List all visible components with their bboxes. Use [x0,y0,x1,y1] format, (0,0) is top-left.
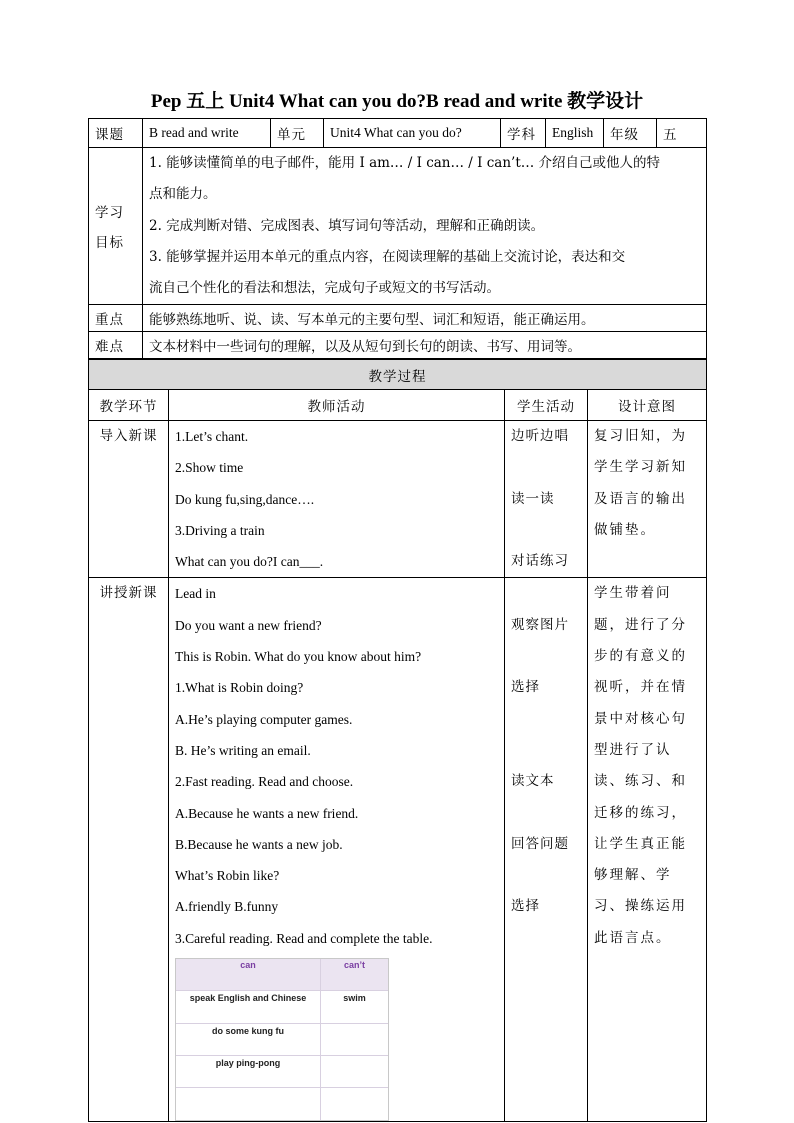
mini-cell [321,1056,388,1087]
objectives-label [89,148,143,305]
teacher-line: A.He’s playing computer games. [175,711,353,727]
info-table [88,118,707,359]
teacher-line: 3.Driving a train [175,522,265,538]
mini-cell: swim [343,993,366,1004]
objective-line: 流自己个性化的看法和想法，完成句子或短文的书写活动。 [149,280,500,297]
student-line [511,860,581,891]
header-teacher: 教师活动 [169,390,505,421]
teacher-line: What can you do?I can___. [175,554,324,570]
mini-cell-empty [176,1088,321,1119]
subject-label: 学科 [501,119,546,148]
objectives-text [143,148,707,305]
teacher-line: B.Because he wants a new job. [175,836,343,852]
student-line: 对话练习 [511,553,569,570]
objectives-label-line-2: 目标 [95,235,124,252]
student-activity-cell [505,421,588,578]
student-line: 读文本 [511,773,555,790]
teacher-line: This is Robin. What do you know about him? [175,649,422,665]
teacher-line: 1.What is Robin doing? [175,680,304,696]
teacher-line: 2.Show time [175,460,244,476]
header-student: 学生活动 [505,390,588,421]
teacher-line: Do kung fu,sing,dance…. [175,491,315,507]
topic-label: 课题 [89,119,143,148]
subject-value: English [546,119,604,148]
teacher-activity-cell [169,421,505,578]
teacher-activity-cell [169,578,505,1121]
student-line [511,798,581,829]
student-line: 选择 [511,898,540,915]
mini-table-row [176,990,388,1022]
student-line [511,704,581,735]
student-line: 读一读 [511,490,555,507]
key-points-text: 能够熟练地听、说、读、写本单元的主要句型、词汇和短语，能正确运用。 [143,305,707,332]
objective-line: 1. 能够读懂简单的电子邮件，能用 I am… / I can… / I can’t… 介绍自己或他人的特 [149,155,661,171]
difficult-points-label: 难点 [89,332,143,359]
student-line [511,641,581,672]
mini-table-row [176,1023,388,1055]
teacher-line: A.friendly B.funny [175,899,279,915]
mini-table-row-empty [176,1087,388,1119]
section-title: 教学过程 [89,360,707,390]
teacher-line: What’s Robin like? [175,868,280,884]
grade-value: 五 [657,119,707,148]
student-line [511,735,581,766]
unit-label: 单元 [271,119,324,148]
teacher-line: A.Because he wants a new friend. [175,805,359,821]
page-title: Pep 五上 Unit4 What can you do?B read and write 教学设计 [150,91,644,112]
student-line [511,578,581,609]
unit-value: Unit4 What can you do? [324,119,501,148]
grade-label: 年级 [604,119,657,148]
mini-cell-empty [321,1088,388,1119]
mini-header-cant: can’t [343,960,365,971]
stage-name: 导入新课 [99,428,158,444]
header-stage: 教学环节 [89,390,169,421]
mini-cell: speak English and Chinese [176,991,321,1022]
stage-cell [89,578,169,1121]
student-line: 边听边唱 [511,428,569,444]
stage-cell [89,421,169,578]
design-purpose-cell: 学生带着问题，进行了分步的有意义的视听，并在情景中对核心句型进行了认读、练习、和迁移的练习，让学生真正能够理解、学习、操练运用此语言点。 [588,578,707,1121]
mini-cell: play ping-pong [176,1056,321,1087]
student-line: 观察图片 [511,616,569,633]
header-purpose: 设计意图 [588,390,707,421]
topic-value: B read and write [143,119,271,148]
design-purpose-cell: 复习旧知，为学生学习新知及语言的输出做铺垫。 [588,421,707,578]
objective-line: 3. 能够掌握并运用本单元的重点内容，在阅读理解的基础上交流讨论，表达和交 [149,248,626,265]
can-cant-table-image [175,958,389,1120]
teacher-line: B. He’s writing an email. [175,742,311,758]
process-table [88,359,707,1122]
mini-cell [321,1024,388,1055]
teacher-line: 3.Careful reading. Read and complete the table. [175,930,433,946]
stage-name: 讲授新课 [99,585,158,602]
mini-header-can: can [176,959,321,990]
teacher-line: 2.Fast reading. Read and choose. [175,774,354,790]
objective-line: 2. 完成判断对错、完成图表、填写词句等活动，理解和正确朗读。 [149,217,545,234]
teacher-line: 1.Let’s chant. [175,429,249,444]
mini-table-row [176,1055,388,1087]
objectives-label-line-1: 学习 [95,205,124,222]
teacher-line: Lead in [175,586,216,602]
objective-line: 点和能力。 [149,186,217,203]
teacher-line: Do you want a new friend? [175,617,322,633]
student-line [511,452,581,483]
key-points-label: 重点 [89,305,143,332]
student-line [511,515,581,546]
mini-cell: do some kung fu [176,1024,321,1055]
difficult-points-text: 文本材料中一些词句的理解，以及从短句到长句的朗读、书写、用词等。 [143,332,707,359]
student-line: 选择 [511,679,540,696]
student-activity-cell [505,578,588,1121]
student-line: 回答问题 [511,835,569,852]
mini-table-header [176,959,388,990]
